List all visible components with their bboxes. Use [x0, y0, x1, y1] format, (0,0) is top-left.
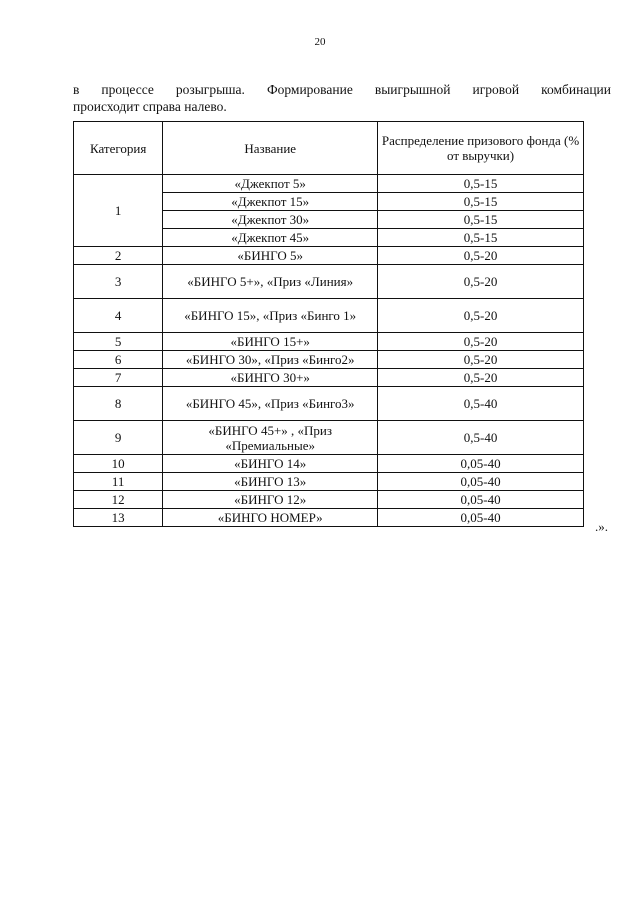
cell-distribution: 0,5-20 [378, 351, 584, 369]
cell-category: 7 [74, 369, 163, 387]
cell-name: «Джекпот 15» [163, 193, 378, 211]
cell-category: 1 [74, 175, 163, 247]
table-row [74, 265, 584, 299]
cell-name: «Джекпот 30» [163, 211, 378, 229]
cell-name: «БИНГО 30», «Приз «Бинго2» [163, 351, 378, 369]
cell-name: «БИНГО 45», «Приз «Бинго3» [163, 387, 378, 421]
cell-category: 12 [74, 491, 163, 509]
cell-name: «БИНГО 5+», «Приз «Линия» [163, 265, 378, 299]
cell-distribution: 0,05-40 [378, 509, 584, 527]
table-row [74, 491, 584, 509]
header-category: Категория [74, 122, 163, 175]
cell-distribution: 0,5-15 [378, 229, 584, 247]
cell-category: 4 [74, 299, 163, 333]
cell-distribution: 0,5-15 [378, 211, 584, 229]
table-row [74, 351, 584, 369]
header-name: Название [163, 122, 378, 175]
cell-category: 2 [74, 247, 163, 265]
cell-distribution: 0,5-20 [378, 333, 584, 351]
intro-line-1: в процессе розыгрыша. Формирование выигрышной игровой комбинации [73, 82, 611, 97]
cell-name: «БИНГО 13» [163, 473, 378, 491]
cell-distribution: 0,5-20 [378, 265, 584, 299]
cell-distribution: 0,05-40 [378, 473, 584, 491]
table-row [74, 247, 584, 265]
page-number: 20 [314, 36, 326, 48]
cell-distribution: 0,5-20 [378, 299, 584, 333]
intro-line-2: происходит справа налево. [73, 99, 227, 114]
cell-name: «БИНГО 12» [163, 491, 378, 509]
cell-name: «БИНГО 30+» [163, 369, 378, 387]
table-row [74, 421, 584, 455]
table-row [74, 473, 584, 491]
cell-distribution: 0,5-20 [378, 369, 584, 387]
cell-name: «БИНГО 15», «Приз «Бинго 1» [163, 299, 378, 333]
cell-name: «БИНГО 14» [163, 455, 378, 473]
header-distribution: Распределение призового фонда (% от выручки) [378, 122, 584, 175]
prize-distribution-table [73, 121, 584, 527]
table-row [74, 509, 584, 527]
cell-distribution: 0,5-20 [378, 247, 584, 265]
table-body [74, 175, 584, 527]
cell-name: «БИНГО 15+» [163, 333, 378, 351]
cell-distribution: 0,05-40 [378, 491, 584, 509]
table-row [74, 299, 584, 333]
cell-category: 13 [74, 509, 163, 527]
cell-category: 8 [74, 387, 163, 421]
cell-distribution: 0,5-40 [378, 387, 584, 421]
table-row [74, 369, 584, 387]
cell-distribution: 0,5-15 [378, 175, 584, 193]
cell-category: 6 [74, 351, 163, 369]
cell-name: «Джекпот 5» [163, 175, 378, 193]
cell-distribution: 0,05-40 [378, 455, 584, 473]
cell-name: «Джекпот 45» [163, 229, 378, 247]
cell-name: «БИНГО 45+» , «Приз «Премиальные» [163, 421, 378, 455]
cell-category: 9 [74, 421, 163, 455]
cell-category: 11 [74, 473, 163, 491]
table-row [74, 333, 584, 351]
cell-category: 3 [74, 265, 163, 299]
intro-paragraph [73, 81, 611, 115]
cell-name: «БИНГО 5» [163, 247, 378, 265]
cell-category: 10 [74, 455, 163, 473]
table-row [74, 175, 584, 193]
table-row [74, 455, 584, 473]
cell-name: «БИНГО НОМЕР» [163, 509, 378, 527]
cell-distribution: 0,5-40 [378, 421, 584, 455]
cell-distribution: 0,5-15 [378, 193, 584, 211]
closing-mark: .». [595, 519, 608, 534]
cell-category: 5 [74, 333, 163, 351]
table-header-row [74, 122, 584, 175]
table-row [74, 387, 584, 421]
